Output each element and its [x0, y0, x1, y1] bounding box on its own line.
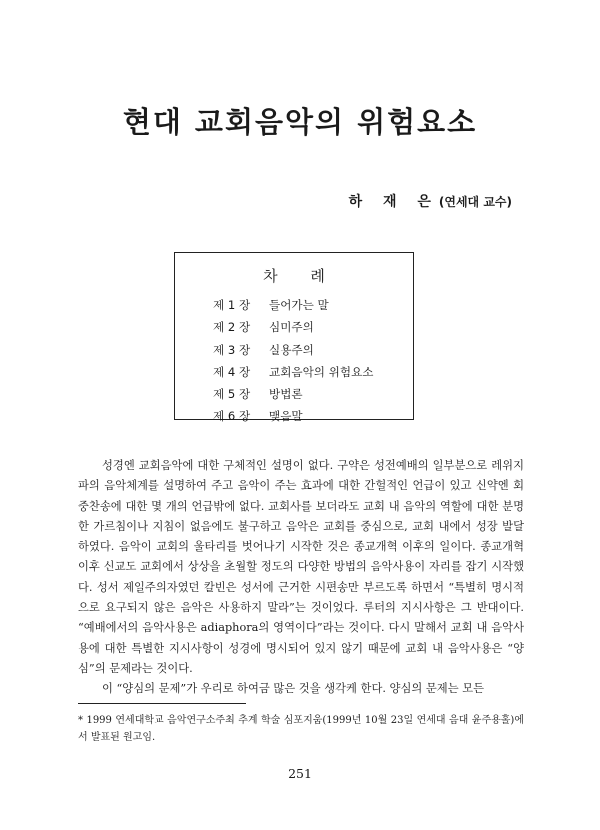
- toc-heading: 차 례: [263, 267, 339, 285]
- toc-label: 심미주의: [269, 320, 314, 335]
- toc-chapter: 제 6 장: [213, 409, 251, 424]
- toc-label: 실용주의: [269, 342, 314, 357]
- toc-item: [213, 294, 413, 316]
- toc-label: 맺음말: [269, 409, 303, 424]
- author-name: 하 재 은: [348, 194, 439, 210]
- author-affiliation: (연세대 교수): [438, 195, 512, 209]
- toc-item: [213, 361, 413, 383]
- footnote-divider: [78, 703, 246, 704]
- body-paragraph: 성경엔 교회음악에 대한 구체적인 설명이 없다. 구약은 성전예배의 일부분으로 레위지파의 음악체계를 설명하여 주고 음악이 주는 효과에 대한 간헐적인 언급이 있고 신약엔 회중찬송에 대한 몇 개의 언급밖에 없다. 교회사를 보더라도 교회 내 음악의 역할에 대한 분명한 가르침이나 지침이 없음에도 불구하고 음악은 교회를 중심으로, 교회 내에서 성장 발달하였다. 음악이 교회의 울타리를 벗어나기 시작한 것은 종교개혁 이후의 일이다. 종교개혁 이후 신교도 교회에서 상상을 초월할 정도의 다양한 방법의 음악사용이 자리를 잡기 시작했다. 성서 제일주의자였던 칼빈은 성서에 근거한 시편송만 부르도록 하면서 “특별히 명시적으로 요구되지 않은 음악은 사용하지 말라”는 것이었다. 루터의 지시사항은 그 반대이다. “예배에서의 음악사용은 adiaphora의 영역이다”라는 것이다. 다시 말해서 교회 내 음악사용에 대한 특별한 지시사항이 성경에 명시되어 있지 않기 때문에 교회 내 음악사용은 “양심”의 문제라는 것이다.: [78, 459, 524, 675]
- body-text: [78, 456, 524, 700]
- toc-item: [213, 383, 413, 405]
- toc-chapter: 제 2 장: [213, 320, 251, 335]
- toc-chapter: 제 5 장: [213, 387, 251, 402]
- toc-list: [213, 294, 413, 428]
- table-of-contents: [174, 252, 414, 424]
- author-line: [349, 191, 512, 211]
- toc-chapter: 제 3 장: [213, 342, 251, 357]
- page-title: 현대 교회음악의 위험요소: [122, 105, 478, 139]
- page-number: 251: [288, 766, 312, 781]
- body-paragraph: 이 “양심의 문제”가 우리로 하여금 많은 것을 생각케 한다. 양심의 문제는 모든: [102, 682, 485, 696]
- toc-label: 교회음악의 위험요소: [269, 364, 374, 379]
- toc-item: [213, 405, 413, 427]
- toc-chapter: 제 1 장: [213, 298, 251, 312]
- toc-label: 방법론: [269, 387, 303, 402]
- toc-item: [213, 339, 413, 361]
- footnote: * 1999 연세대학교 음악연구소주최 추계 학술 심포지움(1999년 10월 23일 연세대 음대 윤주용홀)에서 발표된 원고임.: [78, 715, 524, 743]
- toc-label: 들어가는 말: [269, 298, 329, 312]
- toc-item: [213, 316, 413, 338]
- toc-chapter: 제 4 장: [213, 364, 251, 379]
